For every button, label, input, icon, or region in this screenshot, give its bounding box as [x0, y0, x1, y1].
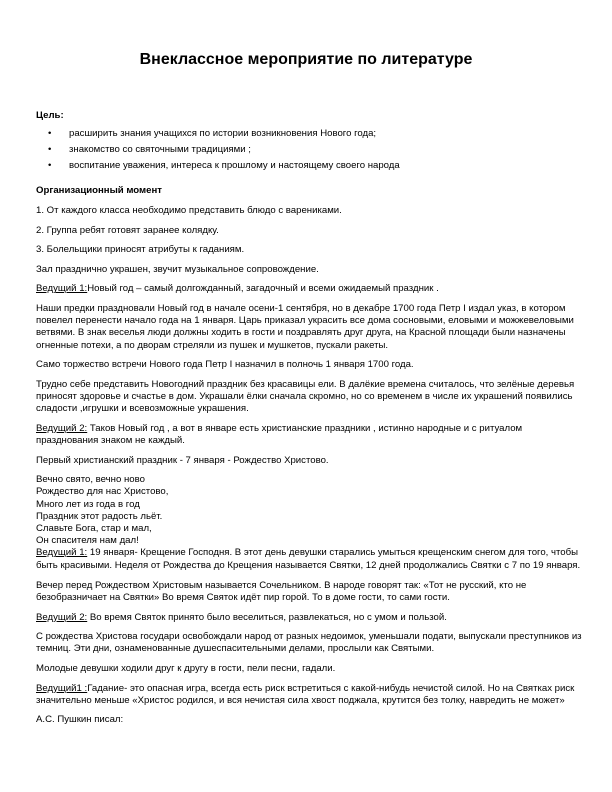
speech-text: Во время Святок принято было веселиться, развлекаться, но с умом и пользой.: [87, 611, 447, 623]
bullet-icon: •: [48, 143, 52, 155]
goal-text: воспитание уважения, интереса к прошлому и настоящему своего народа: [69, 159, 400, 171]
speech-text: Таков Новый год , а вот в январе есть христианские праздники , истинно народные и с ритуалом празднования знаком не каждый.: [36, 422, 523, 446]
poem-line: Он спасителя нам дал!: [36, 535, 139, 547]
girls-paragraph: Молодые девушки ходили друг к другу в гости, пели песни, гадали.: [36, 662, 336, 674]
poem: [36, 474, 584, 547]
poem-line: Вечно свято, вечно ново: [36, 474, 145, 486]
document-body: [36, 110, 584, 734]
midnight-paragraph: Само торжество встречи Нового года Петр I назначил в полночь 1 января 1700 года.: [36, 359, 414, 371]
poem-line: Славьте Бога, стар и мал,: [36, 522, 152, 534]
speech-text: 19 января- Крещение Господня. В этот день девушки старались умыться крещенским снегом для того, чтобы быть красивыми. Неделя от Рождества до Крещения называется Святки, 12 дней продолжались Святки с 7 по 19 января.: [36, 547, 581, 571]
goal-item: [36, 128, 584, 140]
step-item: 3. Болельщики приносят атрибуты к гаданиям.: [36, 244, 245, 256]
speech-paragraph: [36, 683, 584, 707]
speaker-label: Ведущий 1:: [36, 283, 88, 295]
goal-list: [36, 128, 584, 172]
speech-paragraph: [36, 283, 584, 295]
poem-line: Много лет из года в год: [36, 498, 140, 510]
speech-paragraph: [36, 547, 584, 571]
history-paragraph: Наши предки праздновали Новый год в начале осени-1 сентября, но в декабре 1700 года Петр I издал указ, в котором повелел перенести начало года на 1 января. Царь приказал украсить все дома сосновыми, еловыми и можжевеловыми ветвями. В знак веселья люди должны ходить в гости и поздравлять друг друга, на Красной площади были назначены огненные потехи, а по дворам стреляли из пушек и мушкетов, пускали ракеты.: [36, 302, 574, 351]
first-holiday-paragraph: Первый христианский праздник - 7 января - Рождество Христово.: [36, 454, 329, 466]
org-heading: Организационный момент: [36, 184, 162, 196]
pushkin-paragraph: А.С. Пушкин писал:: [36, 714, 124, 726]
speech-paragraph: [36, 423, 584, 447]
speaker-label: Ведущий1 :: [36, 682, 88, 694]
poem-line: Рождество для нас Христово,: [36, 486, 169, 498]
bullet-icon: •: [48, 159, 52, 171]
step-item: 1. От каждого класса необходимо представить блюдо с варениками.: [36, 205, 342, 217]
speech-paragraph: [36, 612, 584, 624]
document-title: Внеклассное мероприятие по литературе: [139, 51, 473, 68]
rulers-paragraph: С рождества Христова государи освобождали народ от разных недоимок, уменьшали подати, выпускали преступников из темниц. Эти дни, ознаменованные душеспасительными делами, прослыли как Святыми.: [36, 631, 582, 655]
tree-paragraph: Трудно себе представить Новогодний праздник без красавицы ели. В далёкие времена считалось, что зелёные деревья приносят здоровье и счастье в дом. Украшали ёлки сначала скромно, но со временем в числе их украшений появились сладости ,игрушки и всевозможные украшения.: [36, 378, 575, 415]
poem-line: Праздник этот радость льёт.: [36, 510, 163, 522]
step-item: 2. Группа ребят готовят заранее колядку.: [36, 224, 219, 236]
hall-paragraph: Зал празднично украшен, звучит музыкальное сопровождение.: [36, 263, 319, 275]
goal-item: [36, 160, 584, 172]
speech-text: Новый год – самый долгожданный, загадочный и всеми ожидаемый праздник .: [87, 283, 439, 295]
speaker-label: Ведущий 1:: [36, 547, 88, 559]
goal-text: расширить знания учащихся по истории возникновения Нового года;: [69, 128, 377, 140]
eve-paragraph: Вечер перед Рождеством Христовым называется Сочельником. В народе говорят так: «Тот не русский, кто не безобразничает на Святки» Во время Святок идёт пир горой. То в доме гости, то сами гости.: [36, 579, 527, 603]
bullet-icon: •: [48, 128, 52, 140]
speaker-label: Ведущий 2:: [36, 422, 88, 434]
goal-text: знакомство со святочными традициями ;: [69, 143, 251, 155]
speaker-label: Ведущий 2:: [36, 611, 88, 623]
speech-text: Гадание- это опасная игра, всегда есть риск встретиться с какой-нибудь нечистой силой. Но на Святках риск значительно меньше «Христос родился, и вся нечистая сила хвост поджала, крутится без толку, навредить не может»: [36, 682, 575, 706]
goal-label: Цель:: [36, 110, 64, 121]
goal-item: [36, 144, 584, 156]
